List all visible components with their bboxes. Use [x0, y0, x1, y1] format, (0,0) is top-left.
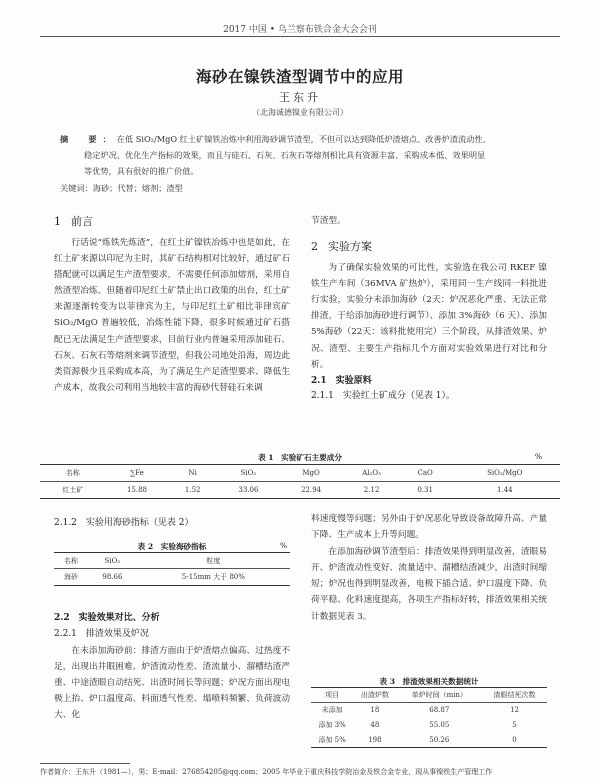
abstract-line-1: 摘 要：在低 SiO₂/MgO 红土矿镍铁冶炼中利用海砂调节渣型，不但可以达到降低炉渣熔点、改善炉渣流动性、	[60, 134, 491, 144]
table-3-header-cell: 出渣炉数	[360, 691, 389, 699]
table-1-cell: 红土矿	[62, 486, 84, 494]
subsection-2-1-2-heading: 2.1.2 实验用海砂指标（见表 2）	[54, 518, 194, 528]
keywords	[60, 183, 542, 194]
table-row	[40, 482, 560, 499]
subsection-2-1-1-heading: 2.1.1 实验红土矿成分（见表 1）。	[311, 390, 455, 401]
section-1-body	[54, 235, 290, 396]
table-2-header-cell: 粒度	[206, 556, 221, 565]
section-2-heading: 2 实验方案	[311, 240, 372, 254]
table-3-cell: 68.87	[429, 706, 450, 715]
table-row	[311, 718, 547, 733]
table-3-title: 表 3 排渣效果相关数据统计	[379, 677, 479, 686]
keywords-text: 海砂；代替；熔剂；渣型	[92, 183, 183, 193]
slag-after-paragraph: 在添加海砂调节渣型后：排渣效果得到明显改善，渣眼易开、炉渣流动性变好、流量适中、溜槽结渣减少，出渣时间缩短；炉况也得到明显改善，电极下插合适、炉口温度下降、负荷平稳、化料速度提高，各项生产指标好转，排渣效果相关统计数据见表 3。	[311, 547, 547, 622]
table-3-header-cell: 项目	[325, 691, 340, 699]
subsection-2-1-heading: 2.1 实验原料	[311, 375, 372, 386]
table-3-cell: 添加 5%	[318, 735, 346, 744]
table-3-cell: 18	[370, 706, 380, 715]
table-2	[54, 552, 290, 586]
table-1-cell: 2.12	[363, 486, 380, 494]
table-3-cell: 添加 3%	[318, 721, 346, 729]
table-3-cell: 48	[370, 721, 380, 729]
abstract-line-2: 稳定炉况、优化生产指标的效果，而且与硅石、石灰、石灰石等熔剂相比具有资源丰富、采购成本低、效果明显	[84, 150, 486, 160]
table-3-cell: 198	[368, 735, 382, 744]
author-footnote: 作者简介：王东升（1981—），男；E-mail：276854205@qq.com；2005 年毕业于重庆科技学院冶金及铁合金专业，现从事镍铁生产管理工作	[40, 768, 493, 776]
table-3	[311, 687, 547, 748]
keywords-label: 关键词：	[60, 183, 93, 193]
table-2-cell: 98.66	[102, 573, 123, 581]
subsection-2-2-heading: 2.2 实验效果对比、分析	[54, 613, 160, 623]
table-row	[54, 569, 290, 586]
table-1-header-cell: Al₂O₃	[362, 469, 381, 477]
slag-before-paragraph: 在未添加海砂前：排渣方面由于炉渣熔点偏高、过热度不足，出现出井眼困难、炉渣流动性差、渣流量小、溜槽结渣严重、中途渣眼自动结死、出渣时间长等问题；炉况方面出现电极上抬、炉口温度高、料面透气性差、塌喷料频繁、负荷波动大、化	[54, 646, 290, 721]
table-2-header-row	[54, 553, 290, 569]
table-2-cell: 5-15mm 大于 80%	[181, 573, 245, 581]
table-2-header-cell: 名称	[64, 556, 79, 565]
table-1-cell: 22.94	[301, 486, 322, 494]
table-1-cell: 15.88	[126, 486, 148, 494]
table-3-cell: 未添加	[321, 706, 343, 715]
table-3-cell: 50.26	[429, 735, 450, 744]
table-row	[311, 733, 547, 748]
table-3-header-cell: 渣眼结死次数	[493, 691, 536, 699]
table-1-cell: 1.44	[496, 486, 513, 494]
table-2-unit: %	[280, 541, 288, 550]
table-2-title: 表 2 实验海砂指标	[137, 542, 207, 551]
table-1-header-cell: 名称	[65, 469, 80, 477]
abstract-line-3: 等优势，具有很好的推广价值。	[84, 166, 199, 176]
left-column-lower	[54, 610, 290, 723]
section-1-paragraph: 行话说“炼铁先炼渣”，在红土矿镍铁冶炼中也是如此，在红土矿来源以印尼为主时，其矿石结构相对比较好，通过矿石搭配就可以满足生产渣型要求，不需要任何添加熔剂，采用自然渣型冶炼。但随着印尼红土矿禁止出口政策的出台，红土矿来源逐渐转变为以菲律宾为主，与印尼红土矿相比菲律宾矿 SiO₂/MgO 普遍较低，冶炼性能下降，很多时候通过矿石搭配已无法满足生产渣型要求，目前行业内普遍采用添加硅石、石灰、石灰石等熔剂来调节渣型，但我公司地处沿海，周边此类资源极少且采购成本高，为了满足生产足渣型要求、降低生产成本，故我公司利用当地较丰富的海砂代替硅石来调	[54, 238, 290, 393]
paper-title: 海砂在镍铁渣型调节中的应用	[195, 67, 404, 86]
slag-before-continuation: 料速度慢等问题；另外由于炉况恶化导致设备故障升高、产量下降、生产成本上升等问题。	[311, 514, 547, 541]
abstract-label: 摘 要：	[60, 134, 117, 144]
table-3-cell: 5	[512, 721, 517, 729]
table-row	[311, 703, 547, 718]
subsection-2-2-1-heading: 2.2.1 排渣效果及炉况	[54, 629, 149, 639]
table-1	[40, 464, 560, 499]
table-1-title: 表 1 实验矿石主要成分	[258, 453, 342, 462]
table-1-cell: 0.31	[417, 486, 433, 494]
right-column-lower	[311, 511, 547, 625]
table-2-header-cell: SiO₂	[104, 556, 121, 565]
table-1-header-cell: Ni	[188, 469, 197, 477]
table-1-header-cell: MgO	[302, 469, 320, 477]
table-1-header-cell: SiO₂	[240, 469, 257, 477]
section-1-continuation: 节渣型。	[311, 216, 346, 226]
table-1-cell: 33.06	[238, 486, 259, 494]
footnote-rule	[40, 763, 130, 764]
table-1-unit: %	[534, 452, 542, 461]
section-1-heading: 1 前言	[54, 215, 93, 228]
affiliation: （北海诚德镍业有限公司）	[252, 108, 348, 117]
section-2-paragraph: 为了确保实验效果的可比性，实验选在我公司 RKEF 镍铁生产车间（36MVA 矿热炉），采用同一生产线同一料批进行实验，实验分未添加海砂（2天：炉况恶化严重、无法正常排渣，于给添加海砂进行调节）、添加 3%海砂（6 天）、添加 5%海砂（22天：该料批使用完）三个阶段，从排渣效果、炉况、渣型、主要生产指标几个方面对实验效果进行对比和分析。	[311, 263, 547, 370]
right-column-top	[311, 213, 547, 404]
table-3-cell: 12	[510, 706, 519, 715]
running-header: 2017 中国 • 乌兰察布铁合金大会会刊	[223, 25, 377, 35]
table-1-cell: 1.52	[184, 486, 201, 494]
table-3-header-row	[311, 688, 547, 703]
table-3-cell: 0	[512, 735, 517, 744]
table-1-header-cell: ∑Fe	[130, 469, 144, 477]
table-1-header-cell: SiO₂/MgO	[487, 469, 523, 477]
table-3-header-cell: 单炉时间（min）	[411, 691, 467, 699]
table-1-header-row	[40, 465, 560, 482]
header-rule	[40, 36, 560, 37]
table-3-cell: 55.05	[429, 721, 450, 729]
author-name: 王东升	[279, 91, 321, 104]
table-2-cell: 海砂	[64, 573, 79, 581]
table-1-header-cell: CaO	[417, 469, 433, 477]
abstract	[60, 131, 542, 179]
